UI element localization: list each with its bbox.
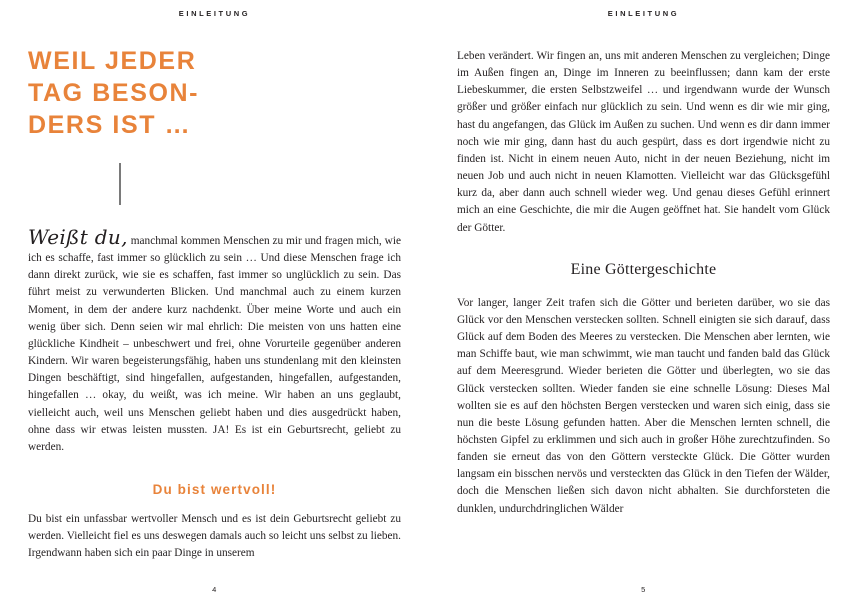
running-head-right: EINLEITUNG — [607, 9, 680, 18]
chapter-title-line-3: DERS IST … — [28, 111, 192, 139]
subhead-du-bist-wertvoll: Du bist wertvoll! — [152, 482, 277, 498]
subhead-eine-goettergeschichte: Eine Göttergeschichte — [570, 260, 717, 278]
lead-paragraph — [28, 227, 401, 456]
title-divider — [119, 163, 121, 205]
page-number-left: 4 — [212, 585, 217, 594]
paragraph-right-1: Leben verändert. Wir fingen an, uns mit anderen Menschen zu vergleichen; Dinge im Außen fingen an, Dinge im Inneren zu beeinflussen; dann kam der erste Liebeskummer, die ersten Selbstzweifel … und irgendwann wurde der Wunsch größer und größer einfach nur glücklich zu sein. Und wenn es dir wie mir ging, hast du angefangen, das Glück im Außen zu suchen. Und wenn es dir dann immer noch wie mir ging, dann hast du auch gespürt, dass es dort irgendwie nicht zu finden ist. Nicht in einem neuen Auto, nicht in der neuen Beziehung, nicht im neuen Job und auch nicht in neuen Klamotten. Vielleicht war das Glücksgefühl kurz da, aber dann auch schnell wieder weg. Und genau dieses Gefühl erinnert mich an eine Geschichte, die mir die Augen geöffnet hat. Sie handelt vom Glück der Götter. — [457, 50, 830, 234]
right-column-body — [457, 48, 830, 518]
page-number-right: 5 — [641, 585, 646, 594]
chapter-title-line-1: WEIL JEDER — [28, 47, 197, 75]
paragraph-right-2: Vor langer, langer Zeit trafen sich die Götter und berieten darüber, wo sie das Glück vor den Menschen verstecken sollten. Schnell einigten sie sich darauf, dass Glück auf dem Boden des Meeres zu verstecken. Die Menschen aber lernten, wie man Schiffe baut, wie man schwimmt, wie man taucht und fanden bald das Glück auf dem Meeresgrund. Wieder berieten die Götter und überlegten, wo sie das Glück verstecken sollten. Wieder fanden sie eine schnelle Lösung: Dieses Mal wollten sie es auf den höchsten Bergen verstecken und waren sich einig, dass sie nun die beste Lösung gefunden hatten. Aber die Menschen lernten schnell, die höchsten Gipfel zu erklimmen und sich auch in großer Höhe zurechtzufinden. So fanden sie erneut das von den Göttern versteckte Glück. Die Götter wurden langsam ein bisschen nervös und versteckten das Glück in den Tiefen der Wälder, doch die Menschen ließen sich davon nicht abhalten. Sie durchforsteten die dunklen, undurchdringlichen Wälder — [457, 296, 830, 515]
running-head-left: EINLEITUNG — [178, 9, 251, 18]
chapter-title — [28, 45, 401, 141]
lead-paragraph-text: manchmal kommen Menschen zu mir und fragen mich, wie ich es schaffe, fast immer so glücklich zu sein … Und diese Menschen frage ich dann direkt zurück, wie sie es schaffen, fast immer so unglücklich zu sein. Das führt meist zu verwunderten Blicken. Und manchmal auch zu einem kurzen Moment, in dem der andere kurz nachdenkt. Über meine Worte und auch ein wenig über sich. Denn seien wir mal ehrlich: Die meisten von uns hatten eine glückliche Kindheit – unbeschwert und frei, ohne Vorurteile gegenüber anderen Kindern. Wir waren begeisterungsfähig, haben uns stundenlang mit den kleinsten Dingen beschäftigt, sind hingefallen, aufgestanden, hingefallen, aufgestanden, hingefallen … okay, du weißt, was ich meine. Wir haben an uns geglaubt, vielleicht auch, weil uns Menschen geliebt haben und dies ausgedrückt haben, ohne dass wir etwas leisten mussten. JA! Es ist ein Geburtsrecht, geliebt zu werden. — [28, 235, 401, 453]
opening-script-text: Weißt du, — [28, 225, 128, 249]
chapter-title-line-2: TAG BESON- — [28, 79, 200, 107]
lead-paragraph-block — [28, 227, 401, 456]
paragraph-after-subhead-left: Du bist ein unfassbar wertvoller Mensch und es ist dein Geburtsrecht geliebt zu werden. Vielleicht fiel es uns deswegen damals auch so leicht uns selbst zu lieben. Irgendwann haben sich ein paar Dinge in unserem — [28, 513, 401, 560]
page-right — [429, 0, 858, 608]
